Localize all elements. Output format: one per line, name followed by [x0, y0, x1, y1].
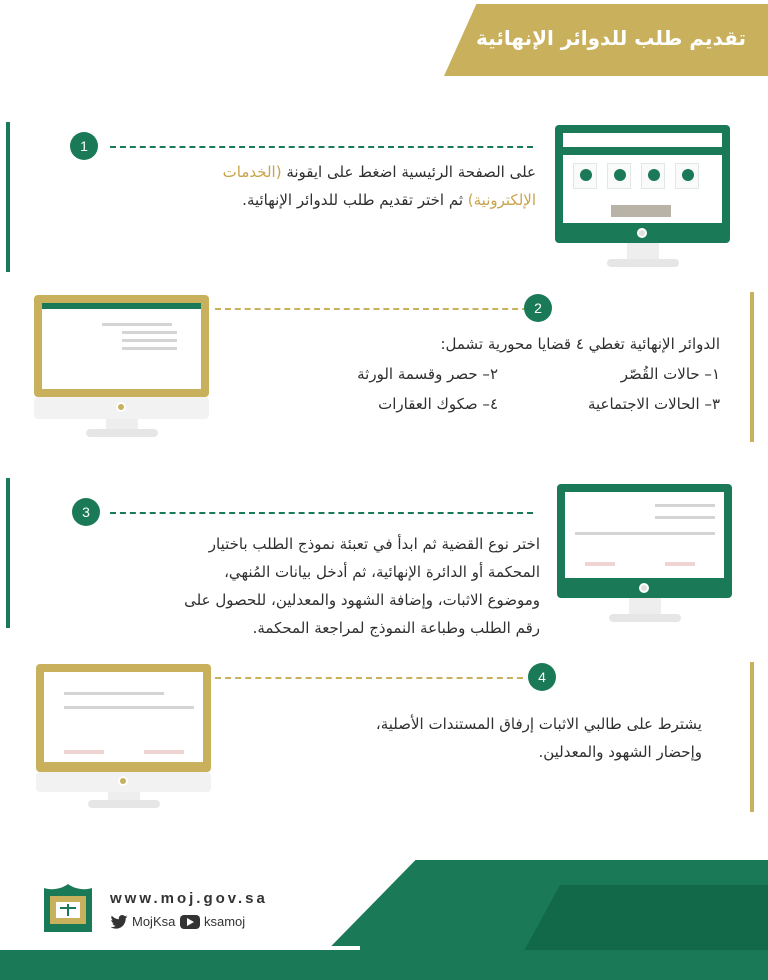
monitor-screen [557, 484, 732, 598]
step2-side-bar [750, 292, 754, 442]
step1-text-gold-2: الإلكترونية) [467, 191, 536, 209]
step1-text-gold-1: (الخدمات [222, 163, 282, 181]
step3-line: وموضوع الاثبات، وإضافة الشهود والمعدلين، للحصول على [184, 591, 540, 609]
service-tile [675, 163, 699, 189]
footer-strip [0, 950, 768, 980]
monitor-base [88, 800, 160, 808]
step3-number-badge: 3 [72, 498, 100, 526]
monitor-stand [627, 243, 659, 259]
step2-number-badge: 2 [524, 294, 552, 322]
twitter-handle: MojKsa [132, 914, 176, 929]
step1-text-part-b: ثم اختر تقديم طلب للدوائر الإنهائية. [242, 191, 468, 209]
monitor-screenshot [563, 133, 722, 223]
step4-line: يشترط على طالبي الاثبات إرفاق المستندات الأصلية، [375, 715, 702, 733]
camera-dot [637, 228, 647, 238]
monitor-base [607, 259, 679, 267]
step1-text [106, 158, 536, 214]
step2-item-4: ٤– صكوك العقارات [378, 395, 498, 413]
service-tile [573, 163, 597, 189]
step1-dashed-line [110, 146, 533, 148]
monitor-screenshot [44, 672, 203, 762]
step4-dashed-line [215, 677, 523, 679]
mini-navbar [563, 147, 722, 155]
monitor-stand [106, 419, 138, 429]
step2-dashed-line [215, 308, 528, 310]
mini-button [665, 562, 695, 566]
youtube-link[interactable] [180, 914, 245, 929]
youtube-handle: ksamoj [204, 914, 246, 929]
step2-item-2: ٢– حصر وقسمة الورثة [357, 365, 498, 383]
service-tile [641, 163, 665, 189]
service-tile [607, 163, 631, 189]
step2-item-1: ١– حالات القُصّر [620, 365, 720, 383]
step4-line: وإحضار الشهود والمعدلين. [538, 743, 702, 761]
camera-dot [639, 583, 649, 593]
mini-line [122, 347, 177, 350]
monitor-screen [34, 295, 209, 397]
mini-button [144, 750, 184, 754]
twitter-link[interactable] [110, 914, 175, 929]
page-title: تقديم طلب للدوائر الإنهائية [476, 26, 746, 50]
step3-text [20, 530, 540, 642]
step4-text [282, 710, 702, 766]
step2-item-3: ٣– الحالات الاجتماعية [587, 395, 720, 413]
monitor-screen [555, 125, 730, 243]
step1-number-badge: 1 [70, 132, 98, 160]
mini-navbar [42, 303, 201, 309]
monitor-stand [629, 598, 661, 614]
mini-line [655, 504, 715, 507]
step3-line: المحكمة أو الدائرة الإنهائية، ثم أدخل بيانات المُنهي، [224, 563, 540, 581]
step4-number-badge: 4 [528, 663, 556, 691]
monitor-base [609, 614, 681, 622]
monitor-screenshot [565, 492, 724, 578]
camera-dot [118, 776, 128, 786]
moj-logo-icon [40, 880, 96, 936]
step2-intro: الدوائر الإنهائية تغطي ٤ قضايا محورية تشمل: [440, 335, 720, 353]
monitor-screen [36, 664, 211, 772]
mini-button [64, 750, 104, 754]
step1-monitor [555, 125, 730, 275]
mini-line [64, 706, 194, 709]
youtube-icon [180, 915, 200, 929]
step3-side-bar [6, 478, 10, 628]
step4-side-bar [750, 662, 754, 812]
camera-dot [116, 402, 126, 412]
step2-monitor [34, 295, 209, 445]
mini-line [102, 323, 172, 326]
mini-line [655, 516, 715, 519]
mini-building-image [611, 205, 671, 217]
monitor-chin [34, 397, 209, 419]
footer-divider [0, 946, 360, 950]
monitor-base [86, 429, 158, 437]
mini-button [585, 562, 615, 566]
step3-line: اختر نوع القضية ثم ابدأ في تعبئة نموذج الطلب باختيار [208, 535, 540, 553]
mini-line [64, 692, 164, 695]
step4-monitor [36, 664, 211, 814]
step3-monitor [557, 484, 732, 634]
monitor-chin [36, 772, 211, 792]
step1-text-part-a: على الصفحة الرئيسية اضغط على ايقونة [281, 163, 536, 181]
mini-line [575, 532, 715, 535]
mini-line [122, 331, 177, 334]
step3-dashed-line [110, 512, 533, 514]
mini-line [122, 339, 177, 342]
step1-side-bar [6, 122, 10, 272]
twitter-icon [110, 915, 128, 929]
monitor-stand [108, 792, 140, 800]
monitor-screenshot [42, 303, 201, 389]
step3-line: رقم الطلب وطباعة النموذج لمراجعة المحكمة. [252, 619, 540, 637]
website-link[interactable]: www.moj.gov.sa [110, 890, 268, 907]
